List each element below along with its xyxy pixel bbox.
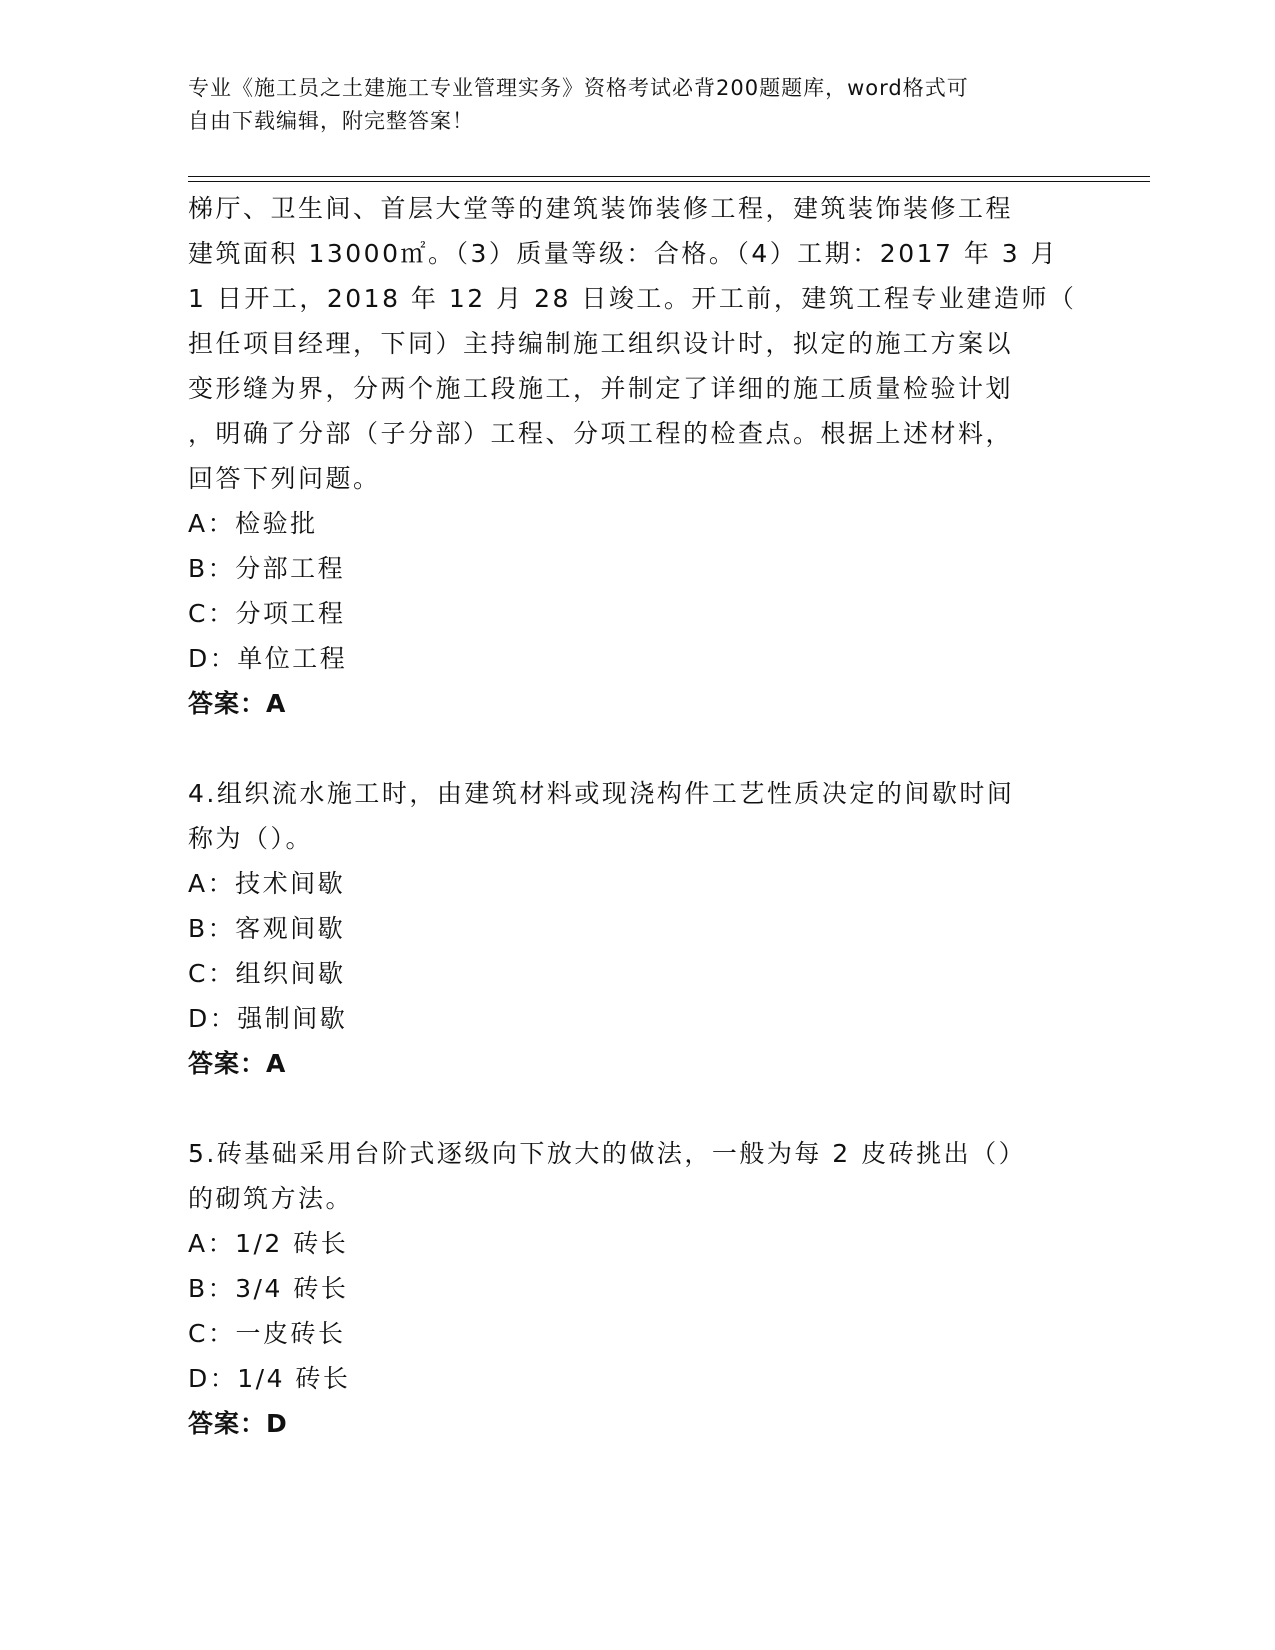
question-stem-line: 梯厅、卫生间、首层大堂等的建筑装饰装修工程，建筑装饰装修工程	[188, 194, 1014, 223]
option-b: B：分部工程	[188, 554, 346, 583]
question-stem-line: 担任项目经理，下同）主持编制施工组织设计时，拟定的施工方案以	[188, 329, 1014, 358]
header-title-line-1: 专业《施工员之土建施工专业管理实务》资格考试必背200题题库，word格式可	[188, 76, 969, 100]
option-d: D：1/4 砖长	[188, 1364, 351, 1393]
answer-label: 答案：A	[188, 689, 287, 718]
answer-label: 答案：D	[188, 1409, 288, 1438]
option-c: C：分项工程	[188, 599, 346, 628]
answer-label: 答案：A	[188, 1049, 287, 1078]
question-spacer	[188, 1086, 1088, 1131]
question-3	[188, 186, 1088, 726]
question-stem-line: 4.组织流水施工时，由建筑材料或现浇构件工艺性质决定的间歇时间	[188, 779, 1015, 808]
header-title-line-2: 自由下载编辑，附完整答案！	[188, 109, 474, 133]
question-stem-line: 变形缝为界，分两个施工段施工，并制定了详细的施工质量检验计划	[188, 374, 1014, 403]
question-stem-line: 称为（）。	[188, 824, 314, 853]
option-c: C：一皮砖长	[188, 1319, 346, 1348]
question-4	[188, 771, 1088, 1086]
question-stem-line: ，明确了分部（子分部）工程、分项工程的检查点。根据上述材料，	[188, 419, 1014, 448]
option-b: B：3/4 砖长	[188, 1274, 349, 1303]
option-b: B：客观间歇	[188, 914, 346, 943]
document-body	[188, 186, 1088, 1446]
question-stem-line: 1 日开工，2018 年 12 月 28 日竣工。开工前，建筑工程专业建造师（	[188, 284, 1077, 313]
option-a: A：检验批	[188, 509, 318, 538]
question-stem-line: 建筑面积 13000㎡。（3）质量等级：合格。（4）工期：2017 年 3 月	[188, 239, 1059, 268]
document-header	[188, 72, 1068, 138]
question-5	[188, 1131, 1088, 1446]
question-stem-line: 回答下列问题。	[188, 464, 381, 493]
option-d: D：强制间歇	[188, 1004, 348, 1033]
question-stem-line: 5.砖基础采用台阶式逐级向下放大的做法，一般为每 2 皮砖挑出（）	[188, 1139, 1027, 1168]
option-d: D：单位工程	[188, 644, 348, 673]
question-spacer	[188, 726, 1088, 771]
header-divider	[188, 176, 1150, 182]
question-stem-line: 的砌筑方法。	[188, 1184, 354, 1213]
option-a: A：技术间歇	[188, 869, 346, 898]
option-a: A：1/2 砖长	[188, 1229, 349, 1258]
option-c: C：组织间歇	[188, 959, 346, 988]
